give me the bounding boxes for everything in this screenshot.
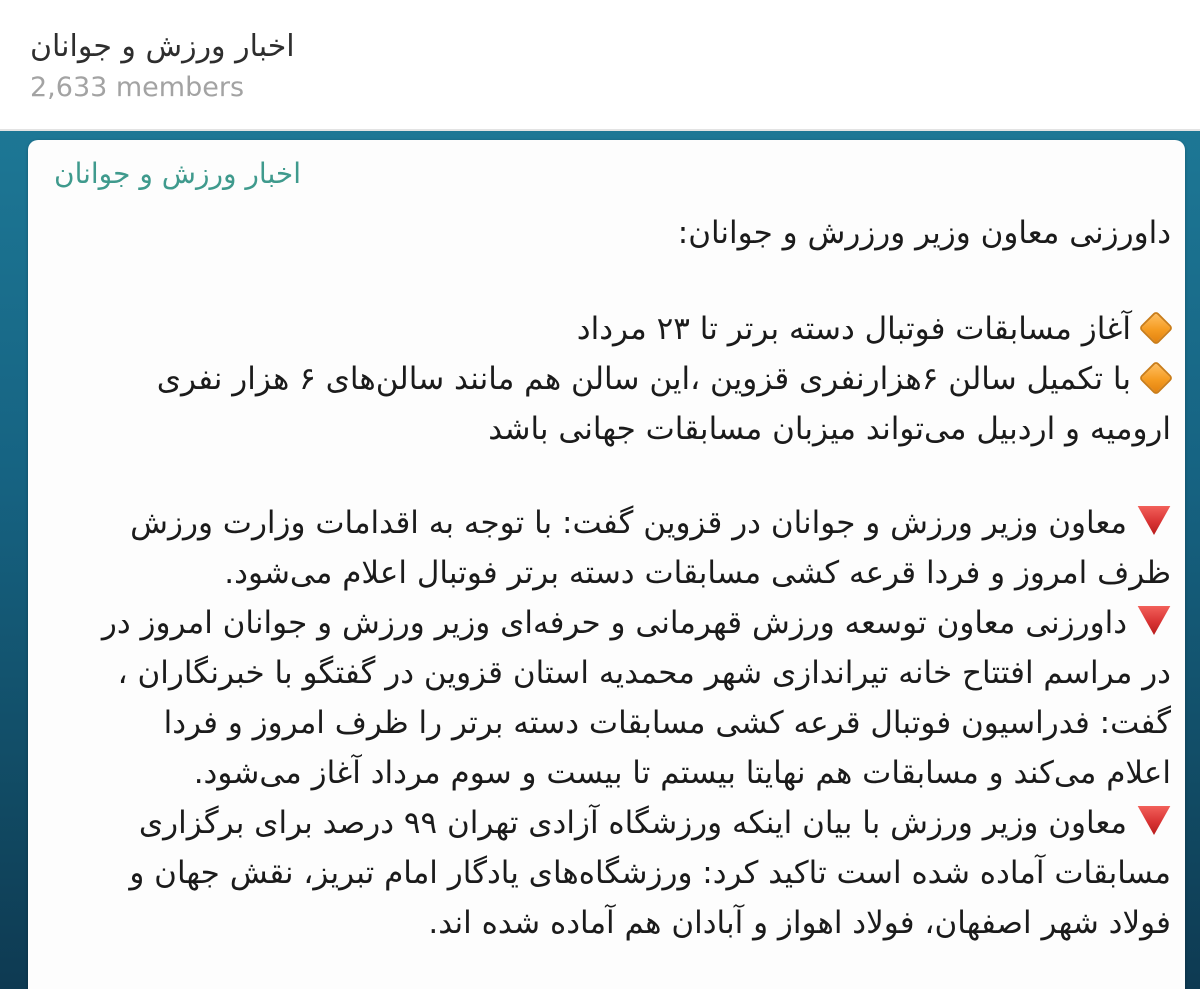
bullet-text: با تکمیل سالن ۶هزارنفری قزوین ،این سالن هم مانند سالن‌های ۶ هزار نفری ارومیه و اردبیل می‌تواند میزبان مسابقات جهانی باشد bbox=[156, 361, 1171, 447]
news-item bbox=[98, 598, 1171, 798]
news-item-text: معاون وزیر ورزش با بیان اینکه ورزشگاه آزادی تهران ۹۹ درصد برای برگزاری مسابقات آماده شده است تاکید کرد: ورزشگاه‌های یادگار امام تبریز، نقش جهان و فولاد شهر اصفهان، فولاد اهواز و آبادان هم آماده شده اند. bbox=[129, 805, 1171, 941]
chat-wallpaper bbox=[0, 131, 1200, 989]
message-bubble bbox=[28, 140, 1185, 989]
orange-diamond-icon bbox=[1139, 311, 1174, 346]
bullet-text: آغاز مسابقات فوتبال دسته برتر تا ۲۳ مرداد bbox=[576, 311, 1131, 347]
red-triangle-icon bbox=[1137, 506, 1171, 535]
bullet-item bbox=[98, 304, 1171, 354]
news-item-text: معاون وزیر ورزش و جوانان در قزوین گفت: با توجه به اقدامات وزارت ورزش ظرف امروز و فردا قرعه کشی مسابقات دسته برتر فوتبال اعلام می‌شود. bbox=[130, 505, 1171, 591]
news-item-text: داورزنی معاون توسعه ورزش قهرمانی و حرفه‌ای وزیر ورزش و جوانان امروز در در مراسم افتتاح خانه تیراندازی شهر محمدیه استان قزوین در گفتگو با خبرنگاران ، گفت: فدراسیون فوتبال قرعه کشی مسابقات دسته برتر را ظرف امروز و فردا اعلام می‌کند و مسابقات هم نهایتا بیستم تا بیست و سوم مرداد آغاز می‌شود. bbox=[101, 605, 1171, 791]
news-item-list bbox=[98, 498, 1171, 948]
red-triangle-icon bbox=[1137, 606, 1171, 635]
members-count: 2,633 members bbox=[30, 72, 245, 103]
message-sender-name[interactable]: اخبار ورزش و جوانان bbox=[54, 157, 301, 190]
message-intro: داورزنی معاون وزیر ورزرش و جوانان: bbox=[677, 215, 1171, 251]
bullet-list bbox=[98, 304, 1171, 454]
channel-title: اخبار ورزش و جوانان bbox=[30, 29, 295, 64]
red-triangle-icon bbox=[1137, 806, 1171, 835]
bullet-item bbox=[98, 354, 1171, 454]
channel-header[interactable] bbox=[0, 0, 1200, 131]
orange-diamond-icon bbox=[1139, 361, 1174, 396]
news-item bbox=[98, 798, 1171, 948]
news-item bbox=[98, 498, 1171, 598]
message-body bbox=[54, 194, 1171, 948]
